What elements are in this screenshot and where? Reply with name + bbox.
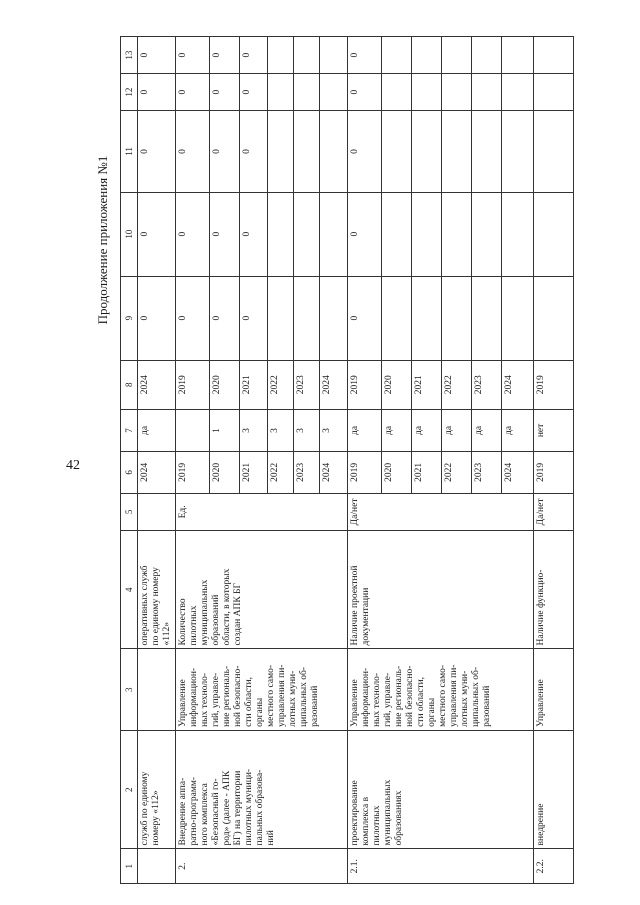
amount-cell (320, 276, 348, 360)
amount-cell: 0 (176, 111, 210, 192)
year-cell: 2024 (320, 360, 348, 409)
amount-cell (412, 74, 442, 111)
amount-cell (472, 192, 502, 276)
amount-cell (412, 37, 442, 74)
value-cell: 3 (268, 409, 294, 451)
year-cell: 2023 (472, 451, 502, 493)
continuation-title: Продолжение приложения №1 (95, 155, 110, 325)
table-row (348, 37, 382, 884)
event-name: Внедрение аппа- ратно-программ- ного комплекса «Безопасный го- род» (далее - АПК БГ) на территории пилотных муници- пальных образова- ний (176, 730, 348, 849)
table-row (176, 37, 210, 884)
amount-cell (268, 74, 294, 111)
amount-cell: 0 (210, 74, 240, 111)
amount-cell (294, 74, 320, 111)
column-number-5: 5 (121, 493, 138, 530)
amount-cell: 0 (138, 276, 176, 360)
amount-cell (294, 37, 320, 74)
year-cell: 2019 (176, 360, 210, 409)
amount-cell: 0 (240, 74, 268, 111)
year-cell: 2022 (268, 360, 294, 409)
amount-cell (502, 37, 534, 74)
amount-cell: 0 (348, 74, 382, 111)
year-cell: 2019 (534, 360, 574, 409)
amount-cell (534, 37, 574, 74)
row-number: 2.1. (348, 849, 534, 884)
amount-cell (442, 111, 472, 192)
amount-cell (442, 37, 472, 74)
amount-cell: 0 (348, 192, 382, 276)
amount-cell: 0 (138, 111, 176, 192)
amount-cell (502, 74, 534, 111)
value-cell: да (348, 409, 382, 451)
amount-cell (442, 276, 472, 360)
value-cell (176, 409, 210, 451)
amount-cell (382, 192, 412, 276)
column-number-12: 12 (121, 74, 138, 111)
year-cell: 2024 (320, 451, 348, 493)
indicator: Количество пилотных муниципальных образований области, в которых создан АПК БГ (176, 530, 348, 649)
column-number-4: 4 (121, 530, 138, 649)
amount-cell (320, 74, 348, 111)
year-cell: 2019 (176, 451, 210, 493)
executor (138, 649, 176, 730)
executor: Управление (534, 649, 574, 730)
column-number-6: 6 (121, 451, 138, 493)
year-cell: 2023 (294, 360, 320, 409)
amount-cell (442, 74, 472, 111)
value-cell: да (382, 409, 412, 451)
amount-cell: 0 (138, 74, 176, 111)
year-cell: 2021 (240, 360, 268, 409)
unit: Да/нет (348, 493, 534, 530)
amount-cell: 0 (210, 111, 240, 192)
amount-cell: 0 (176, 74, 210, 111)
table-row (138, 37, 176, 884)
amount-cell (472, 74, 502, 111)
amount-cell (320, 192, 348, 276)
amount-cell: 0 (138, 192, 176, 276)
amount-cell: 0 (138, 37, 176, 74)
amount-cell: 0 (210, 276, 240, 360)
column-number-3: 3 (121, 649, 138, 730)
year-cell: 2024 (138, 451, 176, 493)
amount-cell (472, 276, 502, 360)
amount-cell: 0 (176, 192, 210, 276)
amount-cell (534, 192, 574, 276)
year-cell: 2021 (412, 451, 442, 493)
year-cell: 2020 (382, 360, 412, 409)
amount-cell (268, 37, 294, 74)
year-cell: 2024 (502, 451, 534, 493)
continuation-title-wrap (95, 120, 111, 360)
value-cell: да (502, 409, 534, 451)
appendix-table (120, 36, 574, 884)
year-cell: 2019 (348, 360, 382, 409)
row-number: 2. (176, 849, 348, 884)
amount-cell: 0 (348, 276, 382, 360)
amount-cell (442, 192, 472, 276)
value-cell: да (138, 409, 176, 451)
amount-cell (412, 111, 442, 192)
amount-cell: 0 (240, 192, 268, 276)
column-number-8: 8 (121, 360, 138, 409)
column-number-9: 9 (121, 276, 138, 360)
year-cell: 2022 (442, 360, 472, 409)
column-number-11: 11 (121, 111, 138, 192)
amount-cell: 0 (176, 276, 210, 360)
amount-cell (534, 111, 574, 192)
value-cell: нет (534, 409, 574, 451)
year-cell: 2022 (268, 451, 294, 493)
unit: Да/нет (534, 493, 574, 530)
amount-cell (502, 276, 534, 360)
amount-cell: 0 (210, 37, 240, 74)
amount-cell (472, 37, 502, 74)
year-cell: 2020 (210, 451, 240, 493)
year-cell: 2023 (294, 451, 320, 493)
amount-cell (268, 276, 294, 360)
amount-cell (268, 192, 294, 276)
year-cell: 2023 (472, 360, 502, 409)
year-cell: 2020 (210, 360, 240, 409)
year-cell: 2024 (502, 360, 534, 409)
amount-cell (382, 111, 412, 192)
year-cell: 2022 (442, 451, 472, 493)
event-name: внедрение (534, 730, 574, 849)
amount-cell (534, 276, 574, 360)
amount-cell (412, 192, 442, 276)
row-number (138, 849, 176, 884)
value-cell: да (442, 409, 472, 451)
value-cell: 1 (210, 409, 240, 451)
amount-cell (268, 111, 294, 192)
indicator: Наличие проектной документации (348, 530, 534, 649)
appendix-table-rotated (120, 36, 546, 884)
amount-cell (382, 74, 412, 111)
appendix-table-frame (120, 36, 546, 884)
year-cell: 2019 (348, 451, 382, 493)
amount-cell (412, 276, 442, 360)
event-name: проектирование комплекса в пилотных муниципальных образованиях (348, 730, 534, 849)
table-body (121, 37, 574, 884)
amount-cell (502, 111, 534, 192)
column-number-row (121, 37, 138, 884)
amount-cell: 0 (176, 37, 210, 74)
value-cell: 3 (240, 409, 268, 451)
year-cell: 2024 (138, 360, 176, 409)
amount-cell (294, 276, 320, 360)
executor: Управление информацион- ных техноло- гий, управле- ние региональ- ной безопасно- сти области, органы местного само- управления пи- лотных муни- ципальных об- разований (348, 649, 534, 730)
amount-cell: 0 (348, 37, 382, 74)
value-cell: 3 (320, 409, 348, 451)
year-cell: 2019 (534, 451, 574, 493)
amount-cell: 0 (240, 37, 268, 74)
unit (138, 493, 176, 530)
unit: Ед. (176, 493, 348, 530)
amount-cell (534, 74, 574, 111)
year-cell: 2020 (382, 451, 412, 493)
table-row (534, 37, 574, 884)
executor: Управление информацион- ных техноло- гий, управле- ние региональ- ной безопасно- сти области, органы местного само- управления пи- лотных муни- ципальных об- разований (176, 649, 348, 730)
amount-cell (320, 37, 348, 74)
amount-cell: 0 (210, 192, 240, 276)
row-number: 2.2. (534, 849, 574, 884)
column-number-7: 7 (121, 409, 138, 451)
value-cell: да (472, 409, 502, 451)
column-number-10: 10 (121, 192, 138, 276)
amount-cell (382, 37, 412, 74)
column-number-2: 2 (121, 730, 138, 849)
value-cell: 3 (294, 409, 320, 451)
column-number-1: 1 (121, 849, 138, 884)
page-number: 42 (66, 458, 80, 473)
indicator: оперативных служб по единому номеру «112» (138, 530, 176, 649)
amount-cell (382, 276, 412, 360)
year-cell: 2021 (412, 360, 442, 409)
amount-cell (294, 192, 320, 276)
amount-cell: 0 (240, 111, 268, 192)
event-name: служб по единому номеру «112» (138, 730, 176, 849)
amount-cell: 0 (348, 111, 382, 192)
amount-cell (294, 111, 320, 192)
value-cell: да (412, 409, 442, 451)
amount-cell: 0 (240, 276, 268, 360)
amount-cell (320, 111, 348, 192)
column-number-13: 13 (121, 37, 138, 74)
amount-cell (502, 192, 534, 276)
amount-cell (472, 111, 502, 192)
indicator: Наличие функцио- (534, 530, 574, 649)
year-cell: 2021 (240, 451, 268, 493)
